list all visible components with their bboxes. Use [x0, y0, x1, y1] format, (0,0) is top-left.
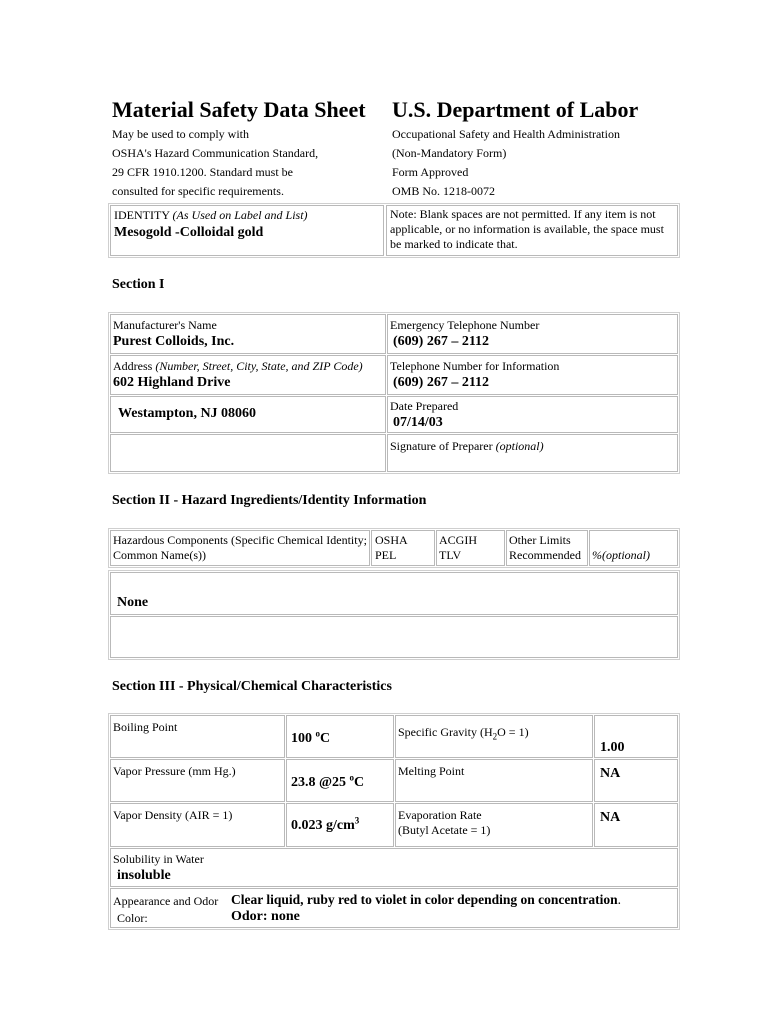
info-phone-value: (609) 267 – 2112: [393, 375, 490, 390]
evaporation-rate-label: Evaporation Rate: [398, 808, 482, 822]
date-prepared-label: Date Prepared: [390, 399, 459, 413]
appearance-label: Appearance and Odor: [113, 894, 219, 908]
signature-note: (optional): [495, 439, 544, 453]
agency-title: U.S. Department of Labor: [392, 97, 639, 122]
vapor-pressure-label: Vapor Pressure (mm Hg.): [113, 764, 236, 778]
melting-point-value: NA: [600, 766, 621, 781]
col-percent-label: %(optional): [592, 548, 650, 562]
identity-note-cell: [386, 205, 678, 256]
odor-value: Odor: none: [231, 909, 300, 924]
boiling-point-value-cell: [286, 715, 394, 758]
vapor-density-label-cell: [110, 803, 285, 847]
evaporation-rate-value: NA: [600, 810, 621, 825]
specific-gravity-value: 1.00: [600, 740, 625, 755]
header-left-line: OSHA's Hazard Communication Standard,: [112, 146, 319, 160]
manufacturer-cell: [110, 314, 386, 354]
ingredient-value: None: [117, 595, 149, 610]
degree-sign: o: [315, 728, 320, 739]
info-phone-cell: [387, 355, 678, 395]
solubility-label: Solubility in Water: [113, 852, 204, 866]
boiling-point-label-cell: [110, 715, 285, 758]
header-left-line: May be used to comply with: [112, 127, 249, 141]
vapor-density-value-cell: [286, 803, 394, 847]
signature-cell: [387, 434, 678, 472]
evaporation-rate-value-cell: [594, 803, 678, 847]
appearance-period: .: [617, 892, 622, 907]
header-right-line: Occupational Safety and Health Administration: [392, 127, 620, 141]
vapor-pressure-value: 23.8 @25: [291, 775, 347, 790]
ingredient-row: [110, 572, 678, 615]
vapor-pressure-label-cell: [110, 759, 285, 802]
emergency-phone-label: Emergency Telephone Number: [390, 318, 540, 332]
section-1-heading: Section I: [112, 277, 165, 292]
vapor-density-label: Vapor Density (AIR = 1): [113, 808, 233, 822]
specific-gravity-label-end: O = 1): [497, 725, 529, 739]
col-percent: [589, 530, 678, 566]
header-left-line: consulted for specific requirements.: [112, 184, 284, 198]
emergency-phone-value: (609) 267 – 2112: [393, 334, 490, 349]
melting-point-value-cell: [594, 759, 678, 802]
identity-cell: [110, 205, 384, 256]
boiling-point-unit: C: [320, 731, 331, 746]
ingredient-row-blank: [110, 616, 678, 658]
identity-note: Note: Blank spaces are not permitted. If any item is not applicable, or no information is available, the space must be marked to indicate that.: [390, 207, 664, 251]
section-2-heading: Section II - Hazard Ingredients/Identity Information: [112, 493, 427, 508]
vapor-pressure-unit: C: [354, 775, 365, 790]
evaporation-rate-label-note: (Butyl Acetate = 1): [398, 823, 491, 837]
melting-point-label: Melting Point: [398, 764, 465, 778]
info-phone-label: Telephone Number for Information: [390, 359, 560, 373]
date-prepared-cell: [387, 396, 678, 433]
col-components-label: Hazardous Components (Specific Chemical Identity; Common Name(s)): [113, 533, 367, 562]
melting-point-label-cell: [395, 759, 593, 802]
blank-cell: [110, 434, 386, 472]
identity-label-note: (As Used on Label and List): [172, 208, 308, 222]
identity-value: Mesogold -Colloidal gold: [114, 225, 264, 240]
vapor-pressure-value-cell: [286, 759, 394, 802]
section-3-heading: Section III - Physical/Chemical Characteristics: [112, 679, 392, 694]
header-right-line: OMB No. 1218-0072: [392, 184, 496, 198]
solubility-value: insoluble: [117, 868, 171, 883]
identity-label: IDENTITY: [114, 208, 170, 222]
address-line-2-cell: [110, 396, 386, 433]
col-other-label: Other Limits Recommended: [509, 533, 581, 562]
specific-gravity-subscript: 2: [492, 731, 498, 742]
col-osha: [371, 530, 435, 566]
col-osha-label: OSHA PEL: [375, 533, 408, 562]
boiling-point-label: Boiling Point: [113, 720, 178, 734]
col-acgih-label: ACGIH TLV: [439, 533, 477, 562]
degree-sign: o: [349, 772, 355, 783]
boiling-point-value: 100: [291, 731, 312, 746]
col-components: [110, 530, 370, 566]
vapor-density-exponent: 3: [354, 815, 360, 826]
color-label: Color:: [117, 911, 148, 925]
signature-label: Signature of Preparer: [390, 439, 493, 453]
evaporation-rate-label-cell: [395, 803, 593, 847]
appearance-cell: [110, 888, 678, 928]
specific-gravity-value-cell: [594, 715, 678, 758]
col-acgih: [436, 530, 505, 566]
address-line-2: Westampton, NJ 08060: [118, 406, 257, 421]
address-label-note: (Number, Street, City, State, and ZIP Code): [155, 359, 363, 373]
specific-gravity-label-cell: [395, 715, 593, 758]
header-right-line: Form Approved: [392, 165, 469, 179]
manufacturer-label: Manufacturer's Name: [113, 318, 217, 332]
specific-gravity-label: Specific Gravity (H: [398, 725, 493, 739]
manufacturer-value: Purest Colloids, Inc.: [113, 334, 235, 349]
address-line-1: 602 Highland Drive: [113, 375, 231, 390]
address-cell: [110, 355, 386, 395]
header-right-line: (Non-Mandatory Form): [392, 146, 507, 160]
appearance-value: Clear liquid, ruby red to violet in color depending on concentration: [231, 892, 618, 907]
col-other: [506, 530, 588, 566]
vapor-density-value: 0.023 g/cm: [291, 818, 355, 833]
emergency-phone-cell: [387, 314, 678, 354]
date-prepared-value: 07/14/03: [393, 415, 443, 430]
header-left-line: 29 CFR 1910.1200. Standard must be: [112, 165, 294, 179]
document-title: Material Safety Data Sheet: [112, 97, 366, 122]
solubility-cell: [110, 848, 678, 887]
address-label: Address: [113, 359, 153, 373]
